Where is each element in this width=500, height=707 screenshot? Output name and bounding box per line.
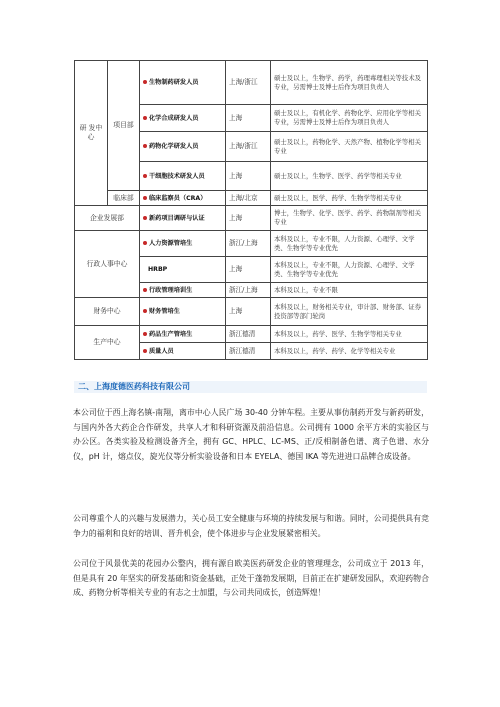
table-row: [75, 298, 428, 326]
table-row: [75, 231, 428, 257]
requirement-cell: 硕士及以上，有机化学、药物化学、应用化学等相关专业，另需博士及博士后作为项目负责人: [271, 105, 428, 132]
requirement-cell: 硕士及以上，医学、药学、生物学等相关专业: [271, 191, 428, 206]
bullet-icon: [143, 349, 147, 353]
requirement-cell: 硕士及以上，生物学、药学，药理毒理相关等技术及专业，另需博士及博士后作为项目负责人: [271, 61, 428, 105]
dept-admin: 行政人事中心: [75, 231, 140, 298]
bullet-icon: [143, 80, 147, 84]
location-cell: 上海: [226, 206, 271, 231]
role-cell: 药品生产管培生: [140, 326, 226, 343]
table-row: [75, 206, 428, 231]
table-row: [75, 326, 428, 343]
paragraph-culture: 公司尊重个人的兴趣与发展潜力，关心员工安全健康与环境的持续发展与和谐。同时，公司提供具有竞争力的福利和良好的培训、晋升机会，使个体进步与企业发展紧密相关。: [73, 514, 429, 538]
requirement-cell: 本科及以上，专业不限: [271, 283, 428, 298]
bullet-icon: [143, 174, 147, 178]
role-cell: 人力资源管培生: [140, 231, 226, 257]
requirement-cell: 博士，生物学、化学、医学、药学、药物制剂等相关专业: [271, 206, 428, 231]
requirement-cell: 本科及以上，专业不限，人力资源、心理学、文学类、生物学等专业优先: [271, 257, 428, 283]
requirement-cell: 硕士及以上，生物学、医学、药学等相关专业: [271, 162, 428, 191]
location-cell: 上海: [226, 257, 271, 283]
bullet-icon: [143, 288, 147, 292]
dept-enterprise: 企业发展部: [75, 206, 140, 231]
location-cell: 上海/北京: [226, 191, 271, 206]
table-row: [75, 61, 428, 105]
role-cell: 行政管理培训生: [140, 283, 226, 298]
role-cell: 药物化学研发人员: [140, 132, 226, 162]
section-heading: [74, 381, 427, 393]
dept-clinical: 临床部: [108, 191, 140, 206]
bullet-icon: [143, 332, 147, 336]
role-cell: 化学合成研发人员: [140, 105, 226, 132]
requirement-cell: 本科及以上，药学、药学、化学等相关专业: [271, 343, 428, 360]
role-cell: 生物制药研发人员: [140, 61, 226, 105]
role-cell: 财务管培生: [140, 298, 226, 326]
location-cell: 上海: [226, 105, 271, 132]
paragraph-intro: 本公司位于西上海名镇-南翔，离市中心人民广场 30-40 分钟车程。主要从事仿制药开发与新药研发，与国内外各大药企合作研发，共享人才和科研资源及前沿信息。公司拥有 1000 余平方米的实验区与办公区。各类实验及检测设备齐全，拥有 GC、HPLC、LC-MS、正/反相制备色谱、离子色谱、水分仪，pH 计，熔点仪，旋光仪等分析实验设备和日本 EYELA、德国 IKA 等先进进口品牌合成设备。: [73, 408, 429, 461]
dept-project: 项目部: [108, 61, 140, 191]
dept-rd-center: 研 发中心: [75, 61, 108, 206]
bullet-icon: [143, 144, 147, 148]
bullet-icon: [143, 116, 147, 120]
bullet-icon: [143, 241, 147, 245]
location-cell: 浙江/上海: [226, 283, 271, 298]
bullet-icon: [143, 216, 147, 220]
paragraph-recruit: 公司位于风景优美的花园办公整内，拥有源自欧美医药研发企业的管理理念，公司成立于 2013 年，但是具有 20 年坚实的研发基础和资金基础，正处于蓬勃发展期，目前正在扩建研发园队，欢迎药物合成、药物分析等相关专业的有志之士加盟，与公司共同成长，创造辉煌！: [73, 559, 429, 598]
requirement-cell: 本科及以上，药学、医学、生物学等相关专业: [271, 326, 428, 343]
dept-finance: 财务中心: [75, 298, 140, 326]
location-cell: 浙江/上海: [226, 231, 271, 257]
location-cell: 浙江德清: [226, 326, 271, 343]
role-cell: 干细胞技术研发人员: [140, 162, 226, 191]
requirement-cell: 硕士及以上，药物化学、天然产物、植物化学等相关专业: [271, 132, 428, 162]
role-cell: 新药项目调研与认证: [140, 206, 226, 231]
requirement-cell: 本科及以上，专业不限，人力资源、心理学、文学类、生物学等专业优先: [271, 231, 428, 257]
dept-production: 生产中心: [75, 326, 140, 360]
role-cell: 质量人员: [140, 343, 226, 360]
table-row: [75, 191, 428, 206]
bullet-icon: [143, 196, 147, 200]
location-cell: 上海: [226, 298, 271, 326]
location-cell: 浙江德清: [226, 343, 271, 360]
location-cell: 上海/浙江: [226, 132, 271, 162]
role-cell: 临床监察员（CRA）: [140, 191, 226, 206]
role-cell: HRBP: [140, 257, 226, 283]
bullet-icon: [143, 309, 147, 313]
requirement-cell: 本科及以上，财务相关专业，审计部、财务部、证券投资部等部门轮岗: [271, 298, 428, 326]
location-cell: 上海: [226, 162, 271, 191]
section-heading-text: 二、上海度德医药科技有限公司: [78, 382, 190, 391]
location-cell: 上海/浙江: [226, 61, 271, 105]
job-table: [74, 60, 428, 360]
